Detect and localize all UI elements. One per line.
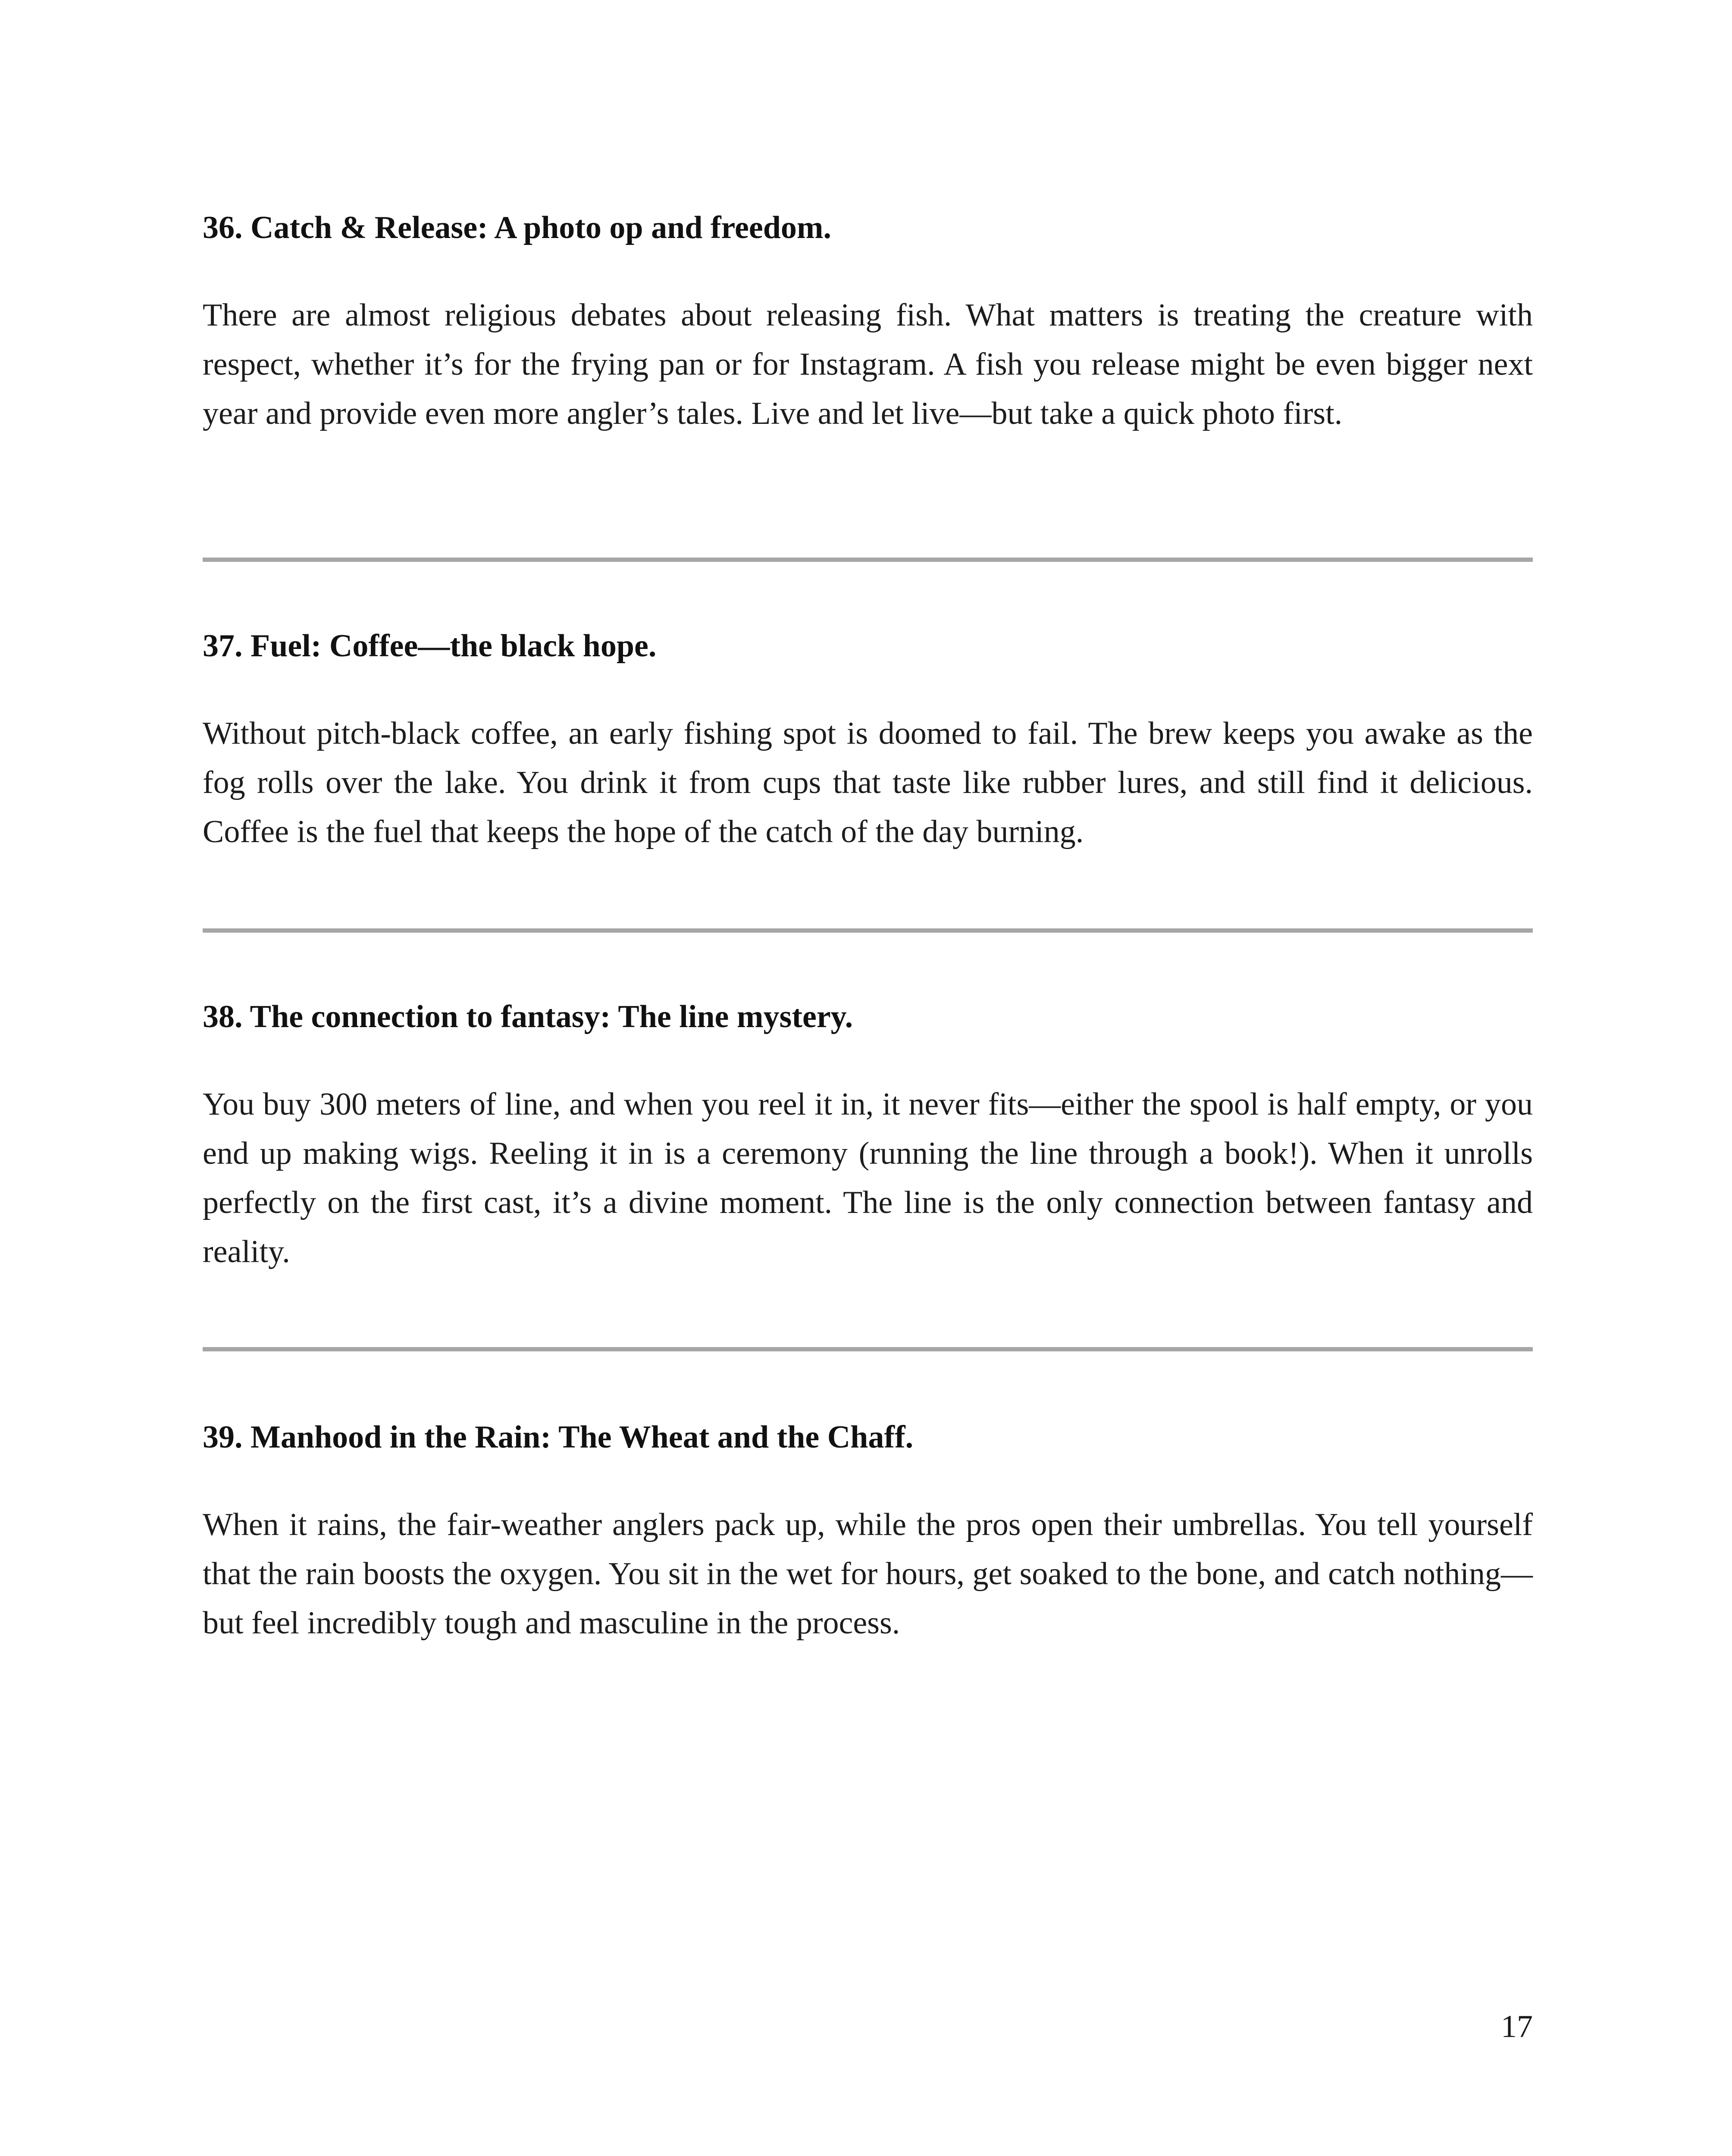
section-body: Without pitch-black coffee, an early fishing spot is doomed to fail. The brew keeps you awake as the fog rolls over the lake. You drink it from cups that taste like rubber lures, and still find it delicious. Coffee is the fuel that keeps the hope of the catch of the day burning. (203, 716, 1533, 849)
page-number: 17 (1501, 2009, 1533, 2044)
section-36 (203, 203, 1533, 438)
section-divider (203, 1347, 1533, 1351)
section-body: There are almost religious debates about releasing fish. What matters is treating the creature with respect, whether it’s for the frying pan or for Instagram. A fish you release might be even bigger next year and provide even more angler’s tales. Live and let live—but take a quick photo first. (203, 298, 1533, 431)
section-37 (203, 621, 1533, 856)
section-39 (203, 1412, 1533, 1648)
section-title: 39. Manhood in the Rain: The Wheat and the Chaff. (203, 1420, 914, 1455)
section-title: 37. Fuel: Coffee—the black hope. (203, 628, 657, 664)
section-38 (203, 992, 1533, 1276)
section-body: When it rains, the fair-weather anglers pack up, while the pros open their umbrellas. You tell yourself that the rain boosts the oxygen. You sit in the wet for hours, get soaked to the bone, and catch nothing—but feel incredibly tough and masculine in the process. (203, 1507, 1533, 1641)
section-title: 38. The connection to fantasy: The line mystery. (203, 999, 853, 1034)
section-divider (203, 928, 1533, 933)
section-title: 36. Catch & Release: A photo op and freedom. (203, 210, 832, 245)
section-body: You buy 300 meters of line, and when you reel it in, it never fits—either the spool is half empty, or you end up making wigs. Reeling it in is a ceremony (running the line through a book!). When it unrolls perfectly on the first cast, it’s a divine moment. The line is the only connection between fantasy and reality. (203, 1087, 1533, 1269)
section-divider (203, 558, 1533, 562)
